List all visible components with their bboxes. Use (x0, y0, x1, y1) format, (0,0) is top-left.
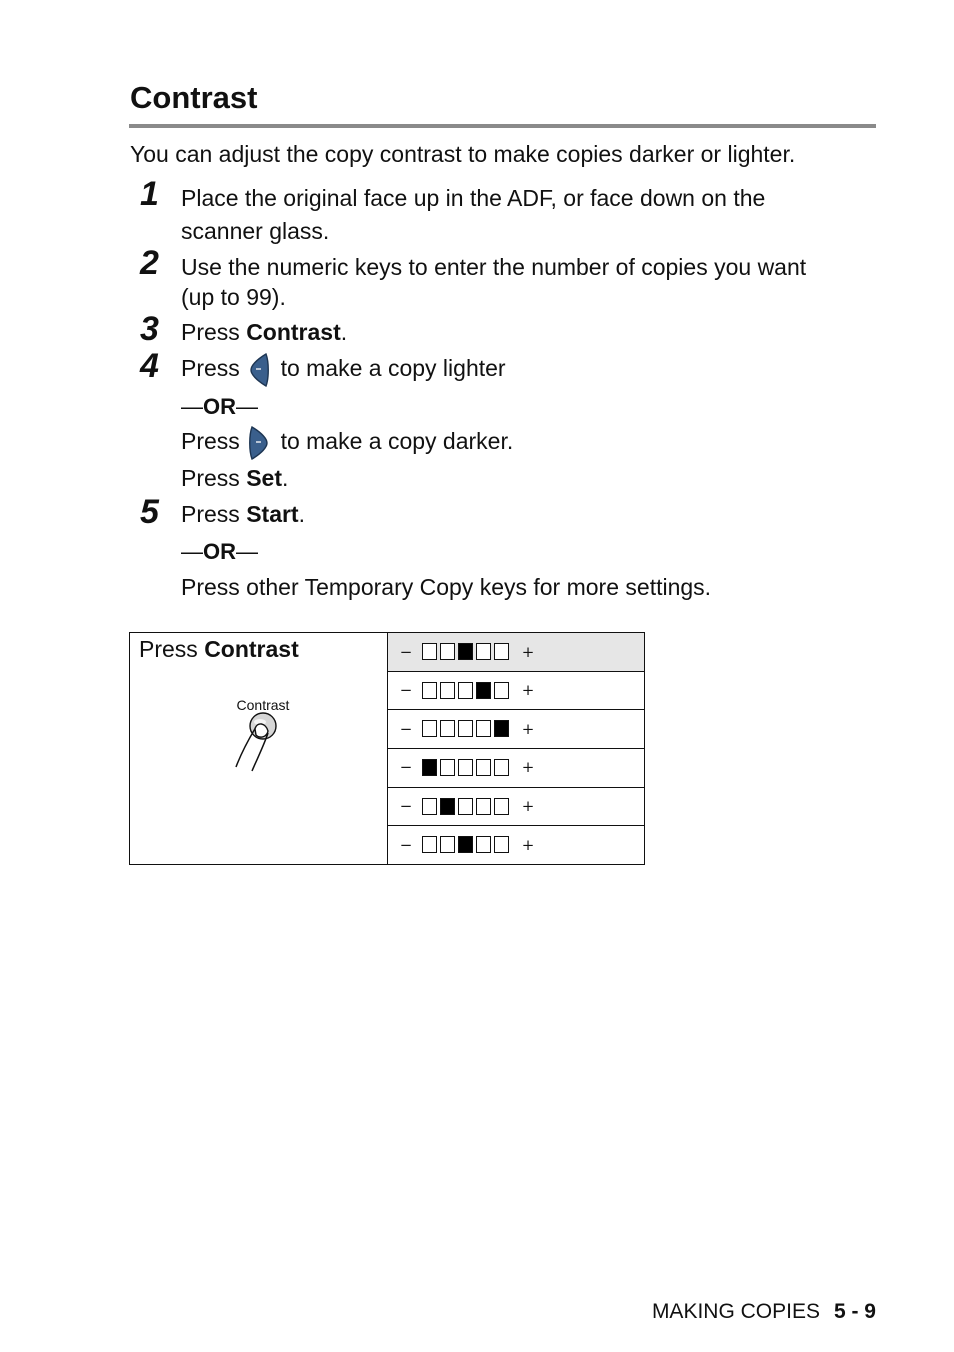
minus-sign: − (399, 835, 413, 854)
step-4-press-b: Press (181, 428, 240, 455)
level-box-empty (494, 798, 509, 815)
page-heading: Contrast (130, 80, 258, 115)
level-box-empty (422, 720, 437, 737)
level-box-empty (458, 720, 473, 737)
plus-sign: + (521, 758, 535, 777)
step-5-other-line: Press other Temporary Copy keys for more settings. (181, 574, 712, 600)
level-box-filled (422, 759, 437, 776)
step-5-pre: Press (181, 501, 247, 527)
contrast-button-illustration (220, 693, 300, 783)
contrast-word: Contrast (204, 636, 299, 662)
step-4-press-c: Press (181, 465, 247, 491)
level-box-filled (458, 643, 473, 660)
level-box-empty (476, 759, 491, 776)
level-box-filled (476, 682, 491, 699)
footer-section: MAKING COPIES (651, 1300, 820, 1323)
or-label: OR (203, 539, 236, 564)
step-4-number: 4 (140, 347, 159, 385)
level-indicator (398, 826, 536, 863)
level-boxes (422, 836, 512, 853)
step-4-lighter-line (181, 352, 506, 388)
step-3-text (181, 318, 347, 346)
level-box-empty (476, 720, 491, 737)
step-5-post: . (298, 501, 305, 527)
level-box-empty (440, 720, 455, 737)
level-box-empty (458, 682, 473, 699)
plus-sign: + (521, 681, 535, 700)
level-box-empty (422, 836, 437, 853)
level-box-filled (494, 720, 509, 737)
level-box-empty (476, 836, 491, 853)
step-1-line-1: Place the original face up in the ADF, or face down on the (181, 185, 766, 211)
step-3-pre: Press (181, 319, 247, 345)
step-4-or (181, 394, 258, 420)
level-boxes (422, 798, 512, 815)
step-4-press-a: Press (181, 355, 240, 382)
intro-text: You can adjust the copy contrast to make copies darker or lighter. (130, 141, 796, 167)
level-boxes (422, 682, 512, 699)
plus-sign: + (521, 642, 535, 661)
level-box-empty (440, 759, 455, 776)
contrast-level-row (388, 671, 645, 710)
level-box-empty (422, 643, 437, 660)
contrast-level-row (388, 826, 645, 865)
contrast-key-name: Contrast (246, 319, 341, 345)
press-word: Press (139, 636, 205, 662)
step-2-number: 2 (140, 244, 159, 282)
plus-sign: + (521, 835, 535, 854)
step-4-set-post: . (281, 465, 289, 491)
or-label: OR (203, 394, 236, 419)
step-5-or (181, 539, 258, 565)
left-arrow-key-icon (248, 352, 270, 388)
level-boxes (422, 643, 512, 660)
step-4-lighter-text: to make a copy lighter (280, 355, 506, 382)
minus-sign: − (399, 797, 413, 816)
step-2-line-1: Use the numeric keys to enter the number of copies you want (181, 254, 807, 280)
contrast-button-caption: Contrast (236, 697, 290, 713)
level-indicator (398, 749, 536, 786)
or-dash-left: — (181, 539, 203, 564)
level-box-empty (458, 798, 473, 815)
level-box-empty (476, 798, 491, 815)
step-4-darker-text: to make a copy darker. (280, 428, 514, 455)
step-3-number: 3 (140, 310, 159, 348)
level-box-empty (458, 759, 473, 776)
step-1-number: 1 (140, 175, 159, 213)
contrast-level-row (388, 710, 645, 749)
footer-page-number: 5 - 9 (833, 1300, 876, 1323)
step-2-line-2: (up to 99). (181, 284, 286, 310)
minus-sign: − (399, 719, 413, 738)
or-dash-left: — (181, 394, 203, 419)
contrast-level-row (388, 633, 645, 672)
minus-sign: − (399, 642, 413, 661)
fingertip-icon (255, 724, 268, 737)
level-box-empty (440, 682, 455, 699)
level-box-empty (422, 798, 437, 815)
level-indicator (398, 788, 536, 825)
right-arrow-key-icon (248, 425, 270, 461)
step-4-set-line (181, 464, 288, 492)
level-indicator (398, 672, 536, 709)
level-box-empty (476, 643, 491, 660)
level-box-filled (440, 798, 455, 815)
start-key-name: Start (246, 501, 299, 527)
step-5-start-line (181, 500, 305, 528)
level-box-empty (422, 682, 437, 699)
or-dash-right: — (236, 394, 258, 419)
level-boxes (422, 720, 512, 737)
contrast-button-cell (130, 633, 388, 865)
level-box-empty (494, 836, 509, 853)
contrast-level-row (388, 787, 645, 826)
level-box-empty (440, 643, 455, 660)
or-dash-right: — (236, 539, 258, 564)
heading-rule (129, 124, 876, 128)
plus-sign: + (521, 797, 535, 816)
step-1-line-2: scanner glass. (181, 218, 330, 244)
set-key-name: Set (246, 465, 282, 491)
plus-sign: + (521, 719, 535, 738)
step-3-post: . (340, 319, 348, 345)
level-box-empty (494, 759, 509, 776)
minus-sign: − (399, 681, 413, 700)
press-contrast-label (139, 635, 299, 663)
step-4-darker-line (181, 425, 513, 461)
contrast-levels-table (129, 632, 645, 865)
page-footer (652, 1300, 876, 1324)
level-box-filled (458, 836, 473, 853)
level-indicator (398, 710, 536, 747)
level-box-empty (494, 643, 509, 660)
step-5-number: 5 (140, 493, 159, 531)
level-indicator (398, 633, 536, 670)
minus-sign: − (399, 758, 413, 777)
contrast-level-row (388, 748, 645, 787)
level-box-empty (440, 836, 455, 853)
level-boxes (422, 759, 512, 776)
level-box-empty (494, 682, 509, 699)
